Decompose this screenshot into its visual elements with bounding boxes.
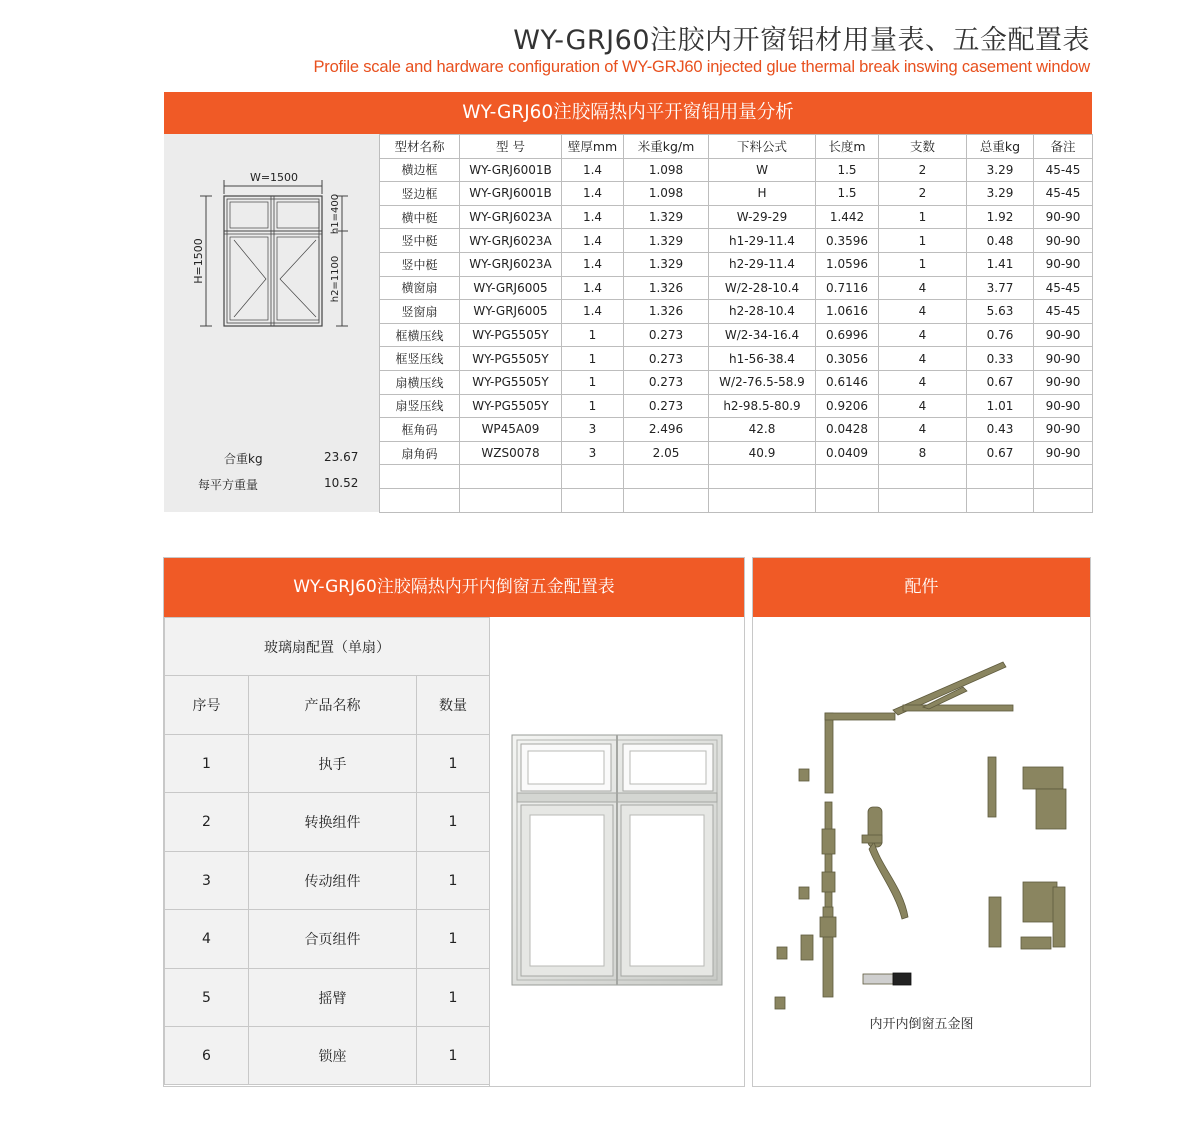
table-cell: 2 [879, 182, 967, 206]
column-header: 型 号 [460, 135, 562, 159]
table-cell: 转换组件 [249, 793, 417, 852]
per-sqm-label: 每平方重量 [198, 478, 259, 492]
table-cell: 1 [562, 347, 624, 371]
table-cell: 1.0616 [816, 300, 879, 324]
table-cell: 90-90 [1034, 205, 1093, 229]
table-cell: 0.48 [967, 229, 1034, 253]
table-cell [460, 465, 562, 489]
page-title: WY-GRJ60注胶内开窗铝材用量表、五金配置表 [513, 25, 1090, 56]
table-cell: 3.77 [967, 276, 1034, 300]
table-cell: WY-GRJ6001B [460, 182, 562, 206]
lock-keeper-icon [893, 973, 911, 985]
table-cell: 1.5 [816, 182, 879, 206]
corner-drive-icon [825, 713, 895, 793]
table-cell: 3 [562, 441, 624, 465]
hardware-header-row [165, 676, 490, 735]
table-cell [967, 488, 1034, 512]
table-row [380, 252, 1093, 276]
table-cell: 45-45 [1034, 300, 1093, 324]
table-cell [816, 488, 879, 512]
table-cell: 1.329 [624, 252, 709, 276]
table-cell [380, 488, 460, 512]
table-cell [380, 465, 460, 489]
table-cell: 42.8 [709, 418, 816, 442]
table-cell: 1.326 [624, 300, 709, 324]
total-weight-value: 23.67 [324, 450, 359, 464]
parts-caption: 内开内倒窗五金图 [869, 1017, 974, 1032]
table-cell: 横窗扇 [380, 276, 460, 300]
table-cell: 45-45 [1034, 182, 1093, 206]
table-cell: 1.92 [967, 205, 1034, 229]
table-cell: 8 [879, 441, 967, 465]
h1-dimension-label: h1=400 [330, 193, 341, 235]
table-cell [967, 465, 1034, 489]
table-cell: 1 [562, 323, 624, 347]
table-cell: WZS0078 [460, 441, 562, 465]
table-cell: WY-GRJ6023A [460, 229, 562, 253]
column-header: 产品名称 [249, 676, 417, 735]
table-cell: 1.329 [624, 229, 709, 253]
table-cell: 1.4 [562, 276, 624, 300]
table-cell: 传动组件 [249, 852, 417, 910]
keeper-icon [799, 769, 809, 781]
table-row [380, 276, 1093, 300]
table-cell: h1-29-11.4 [709, 229, 816, 253]
table-cell: 90-90 [1034, 252, 1093, 276]
table-cell: 0.76 [967, 323, 1034, 347]
table-row [380, 229, 1093, 253]
table-cell: 4 [879, 347, 967, 371]
profile-table-header [380, 135, 1093, 159]
table-cell: 4 [879, 276, 967, 300]
table-cell: 90-90 [1034, 323, 1093, 347]
table-cell: 0.9206 [816, 394, 879, 418]
window-photo [489, 617, 745, 1086]
table-cell [624, 465, 709, 489]
column-header: 支数 [879, 135, 967, 159]
table-cell: 45-45 [1034, 158, 1093, 182]
keeper-icon [775, 997, 785, 1009]
table-cell: 1.442 [816, 205, 879, 229]
table-cell: 1.5 [816, 158, 879, 182]
table-cell: 3.29 [967, 182, 1034, 206]
table-row [380, 394, 1093, 418]
table-cell [1034, 488, 1093, 512]
table-cell: WY-PG5505Y [460, 347, 562, 371]
table-cell: h1-56-38.4 [709, 347, 816, 371]
table-cell: 1.4 [562, 205, 624, 229]
column-header: 序号 [165, 676, 249, 735]
height-dimension-label: H=1500 [192, 238, 205, 284]
table-cell: 0.67 [967, 370, 1034, 394]
table-cell: 1 [562, 370, 624, 394]
table-cell: 1 [165, 735, 249, 793]
table-cell: h2-98.5-80.9 [709, 394, 816, 418]
table-cell: 1.329 [624, 205, 709, 229]
table-cell: 90-90 [1034, 370, 1093, 394]
table-cell: 0.273 [624, 347, 709, 371]
table-cell: 2 [879, 158, 967, 182]
table-cell: 40.9 [709, 441, 816, 465]
table-cell: 0.7116 [816, 276, 879, 300]
table-cell: 5.63 [967, 300, 1034, 324]
table-cell: WY-PG5505Y [460, 394, 562, 418]
table-cell: 1 [879, 252, 967, 276]
column-header: 米重kg/m [624, 135, 709, 159]
table-cell: 竖中梃 [380, 252, 460, 276]
column-header: 总重kg [967, 135, 1034, 159]
hardware-config-table [164, 617, 490, 1085]
hardware-row [165, 852, 490, 910]
table-cell: 0.3056 [816, 347, 879, 371]
column-header: 下料公式 [709, 135, 816, 159]
table-cell: 摇臂 [249, 969, 417, 1027]
table-row [380, 465, 1093, 489]
table-cell: W-29-29 [709, 205, 816, 229]
table-cell: WY-GRJ6023A [460, 205, 562, 229]
table-cell: WY-PG5505Y [460, 370, 562, 394]
table-cell: 3 [165, 852, 249, 910]
table-cell: 90-90 [1034, 394, 1093, 418]
table-cell [562, 465, 624, 489]
table-cell: 0.43 [967, 418, 1034, 442]
column-header: 数量 [417, 676, 490, 735]
table-cell [709, 465, 816, 489]
table-row [380, 182, 1093, 206]
table-row [380, 488, 1093, 512]
table-cell: W/2-76.5-58.9 [709, 370, 816, 394]
table-cell: 0.0428 [816, 418, 879, 442]
table-row [380, 370, 1093, 394]
table-cell: 2.05 [624, 441, 709, 465]
table-cell: 90-90 [1034, 418, 1093, 442]
stay-arm-icon [893, 662, 1013, 715]
table-row [380, 158, 1093, 182]
table-row [380, 441, 1093, 465]
table-cell: WY-GRJ6023A [460, 252, 562, 276]
casement-window-image [490, 617, 745, 1086]
table-row [380, 205, 1093, 229]
table-cell [709, 488, 816, 512]
table-cell: W [709, 158, 816, 182]
table-cell: 1 [417, 969, 490, 1027]
keeper-icon [799, 887, 809, 899]
table-cell: 竖边框 [380, 182, 460, 206]
table-cell: 1.098 [624, 158, 709, 182]
table-cell: 1.41 [967, 252, 1034, 276]
parts-section [752, 557, 1091, 1087]
hardware-row [165, 969, 490, 1027]
table-cell: 扇角码 [380, 441, 460, 465]
table-cell [879, 465, 967, 489]
table-cell: 90-90 [1034, 229, 1093, 253]
table-cell: h2-29-11.4 [709, 252, 816, 276]
table-cell: 4 [879, 300, 967, 324]
window-elevation-drawing [164, 134, 379, 434]
table-cell [624, 488, 709, 512]
table-cell: 1.0596 [816, 252, 879, 276]
table-cell: 45-45 [1034, 276, 1093, 300]
hardware-row [165, 1027, 490, 1085]
table-cell: 0.3596 [816, 229, 879, 253]
table-cell: 1 [879, 229, 967, 253]
table-cell: 5 [165, 969, 249, 1027]
table-cell: 横中梃 [380, 205, 460, 229]
table-cell: 执手 [249, 735, 417, 793]
column-header: 型材名称 [380, 135, 460, 159]
table-cell: W/2-28-10.4 [709, 276, 816, 300]
table-cell: 3 [562, 418, 624, 442]
table-cell: 1.4 [562, 252, 624, 276]
column-header: 备注 [1034, 135, 1093, 159]
table-cell: 1 [417, 1027, 490, 1085]
table-cell: 2 [165, 793, 249, 852]
table-cell: 2.496 [624, 418, 709, 442]
column-header: 长度m [816, 135, 879, 159]
window-drawing-panel [164, 134, 379, 512]
profile-usage-section [164, 92, 1092, 512]
table-cell: 0.33 [967, 347, 1034, 371]
table-cell [816, 465, 879, 489]
config-title: 玻璃扇配置（单扇） [165, 618, 490, 676]
hardware-row [165, 910, 490, 969]
table-cell: 竖窗扇 [380, 300, 460, 324]
table-cell: 4 [879, 370, 967, 394]
width-dimension-label: W=1500 [249, 171, 299, 184]
per-sqm-value: 10.52 [324, 476, 359, 490]
table-cell: 1 [417, 852, 490, 910]
lock-keeper-icon [863, 974, 893, 984]
handle-icon [862, 807, 908, 919]
table-cell: W/2-34-16.4 [709, 323, 816, 347]
table-cell: 1.4 [562, 300, 624, 324]
table-cell: 4 [879, 394, 967, 418]
hinge-icon [988, 757, 1066, 949]
table-cell: 框角码 [380, 418, 460, 442]
table-cell [879, 488, 967, 512]
table-cell: 0.6146 [816, 370, 879, 394]
hardware-config-section [163, 557, 745, 1087]
table-cell: 4 [879, 418, 967, 442]
h2-dimension-label: h2=1100 [330, 255, 341, 303]
parts-heading: 配件 [753, 558, 1090, 617]
table-cell: 框竖压线 [380, 347, 460, 371]
table-cell: 1 [879, 205, 967, 229]
profile-usage-table [379, 134, 1093, 513]
table-cell: WY-GRJ6005 [460, 276, 562, 300]
total-weight-label: 合重kg [224, 452, 263, 466]
drive-gear-icon [777, 802, 836, 997]
table-row [380, 347, 1093, 371]
table-cell: WY-GRJ6005 [460, 300, 562, 324]
table-cell: 横边框 [380, 158, 460, 182]
profile-usage-heading: WY-GRJ60注胶隔热内平开窗铝用量分析 [164, 92, 1092, 134]
table-row [380, 300, 1093, 324]
table-cell: 6 [165, 1027, 249, 1085]
table-cell [460, 488, 562, 512]
table-cell: 1.098 [624, 182, 709, 206]
page-subtitle: Profile scale and hardware configuration of WY-GRJ60 injected glue thermal break inswing casement window [313, 58, 1090, 76]
table-cell: h2-28-10.4 [709, 300, 816, 324]
table-cell: 竖中梃 [380, 229, 460, 253]
table-cell: 1 [417, 793, 490, 852]
table-cell: 扇横压线 [380, 370, 460, 394]
table-cell: WY-GRJ6001B [460, 158, 562, 182]
table-cell: 0.67 [967, 441, 1034, 465]
table-cell: 0.6996 [816, 323, 879, 347]
table-cell: 90-90 [1034, 347, 1093, 371]
table-cell: 合页组件 [249, 910, 417, 969]
table-cell: 4 [879, 323, 967, 347]
table-cell: H [709, 182, 816, 206]
table-cell [562, 488, 624, 512]
hardware-config-heading: WY-GRJ60注胶隔热内开内倒窗五金配置表 [164, 558, 744, 617]
table-cell: 0.0409 [816, 441, 879, 465]
table-cell: 1 [562, 394, 624, 418]
table-cell: 1.4 [562, 158, 624, 182]
table-cell: 1 [417, 735, 490, 793]
table-cell: WY-PG5505Y [460, 323, 562, 347]
table-cell: 1.4 [562, 182, 624, 206]
hardware-row [165, 735, 490, 793]
column-header: 壁厚mm [562, 135, 624, 159]
table-cell: 90-90 [1034, 441, 1093, 465]
table-cell: 0.273 [624, 370, 709, 394]
hardware-parts-image [753, 617, 1092, 1017]
table-cell: 1.4 [562, 229, 624, 253]
table-row [380, 418, 1093, 442]
table-cell: 锁座 [249, 1027, 417, 1085]
table-cell: 0.273 [624, 394, 709, 418]
table-cell: 0.273 [624, 323, 709, 347]
table-cell: WP45A09 [460, 418, 562, 442]
table-cell [1034, 465, 1093, 489]
table-cell: 扇竖压线 [380, 394, 460, 418]
table-cell: 1.01 [967, 394, 1034, 418]
hardware-row [165, 793, 490, 852]
table-cell: 1.326 [624, 276, 709, 300]
table-row [380, 323, 1093, 347]
table-cell: 3.29 [967, 158, 1034, 182]
table-cell: 4 [165, 910, 249, 969]
table-cell: 框横压线 [380, 323, 460, 347]
table-cell: 1 [417, 910, 490, 969]
